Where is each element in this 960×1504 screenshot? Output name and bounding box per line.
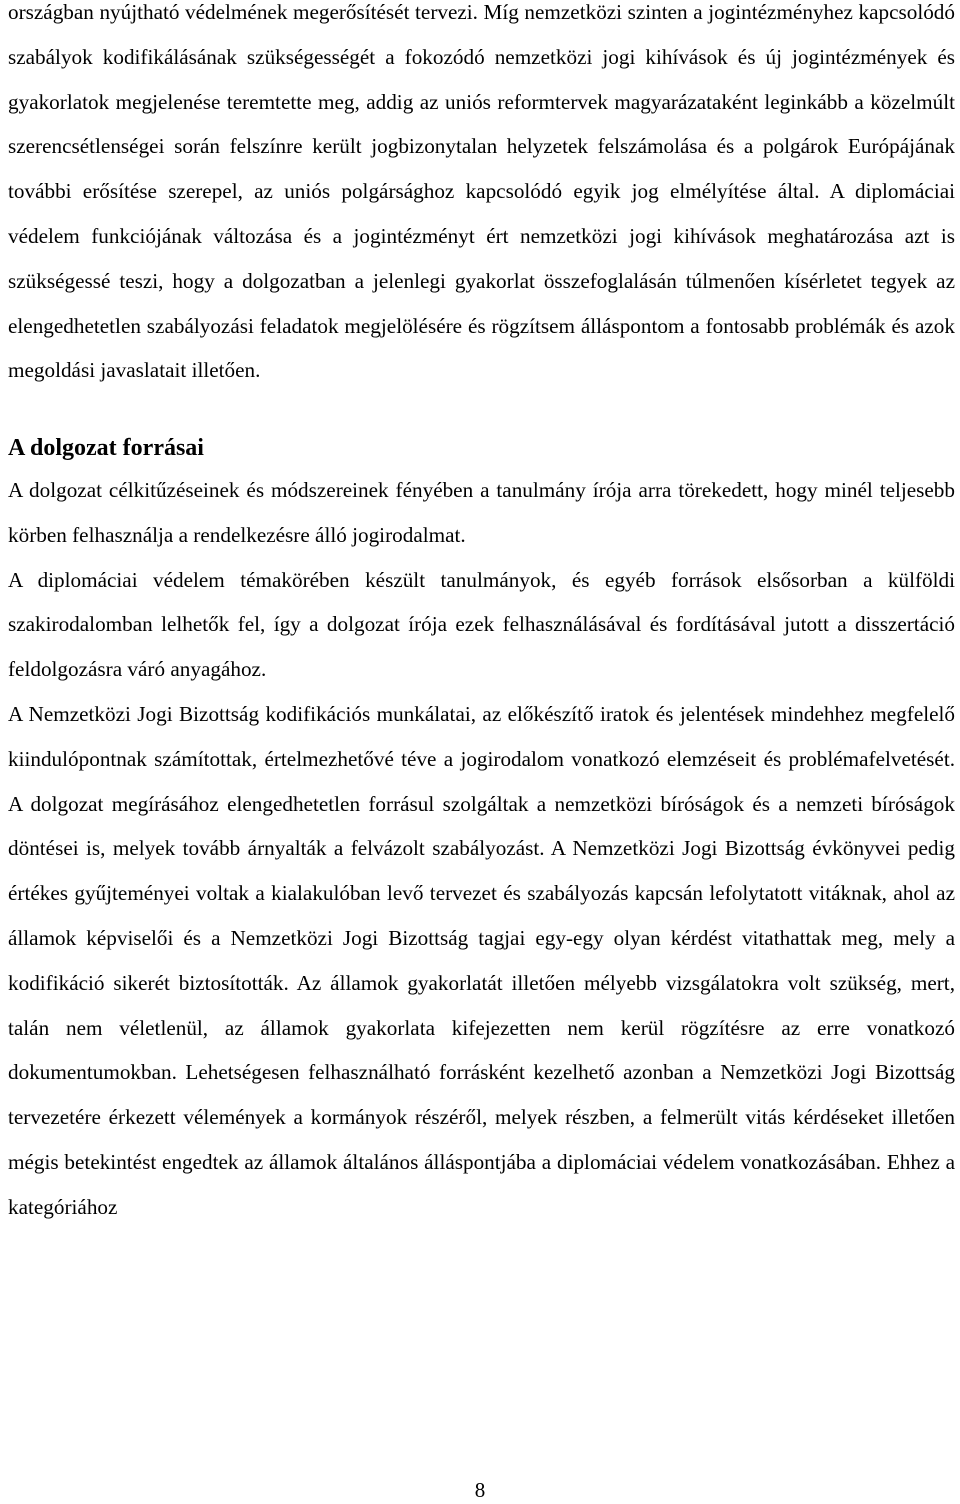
body-paragraph: A diplomáciai védelem témakörében készült tanulmányok, és egyéb források elsősorban a külföldi szakirodalomban lelhetők fel, így a dolgozat írója ezek felhasználásával és fordításával jutott a disszertáció feldolgozásra váró anyagához. — [8, 567, 955, 682]
body-paragraph: országban nyújtható védelmének megerősítését tervezi. Míg nemzetközi szinten a jogintézményhez kapcsolódó szabályok kodifikálásának szükségességét a fokozódó nemzetközi jogi kihívások és új jogintézmények és gyakorlatok megjelenése teremtette meg, addig az uniós reformtervek magyarázataként leginkább a közelmúlt szerencsétlenségei során felszínre került jogbizonytalan helyzetek felszámolása és a polgárok Európájának további erősítése szerepel, az uniós polgársághoz kapcsolódó egyik jog elmélyítése által. A diplomáciai védelem funkciójának változása és a jogintézményt ért nemzetközi jogi kihívások meghatározása azt is szükségessé teszi, hogy a dolgozatban a jelenlegi gyakorlat összefoglalásán túlmenően kísérletet tegyek az elengedhetetlen szabályozási feladatok megjelölésére és rögzítsem álláspontom a fontosabb problémák és azok megoldási javaslatait illetően. — [8, 0, 955, 383]
page-number: 8 — [474, 1478, 486, 1502]
body-paragraph: A Nemzetközi Jogi Bizottság kodifikációs munkálatai, az előkészítő iratok és jelentések mindehhez megfelelő kiindulópontnak számítottak, értelmezhetővé téve a jogirodalom vonatkozó elemzéseit és problémafelvetését. A dolgozat megírásához elengedhetetlen forrásul szolgáltak a nemzetközi bíróságok és a nemzeti bíróságok döntései is, melyek tovább árnyalták a felvázolt szabályozást. A Nemzetközi Jogi Bizottság évkönyvei pedig értékes gyűjteményei voltak a kialakulóban levő tervezet és szabályozás kapcsán lefolytatott vitáknak, ahol az államok képviselői és a Nemzetközi Jogi Bizottság tagjai egy-egy olyan kérdést vitathattak meg, mely a kodifikáció sikerét biztosították. Az államok gyakorlatát illetően mélyebb vizsgálatokra volt szükség, mert, talán nem véletlenül, az államok gyakorlata kifejezetten nem kerül rögzítésre az erre vonatkozó dokumentumokban. Lehetségesen felhasználható forrásként kezelhető azonban a Nemzetközi Jogi Bizottság tervezetére érkezett vélemények a kormányok részéről, melyek részben, a felmerült vitás kérdéseket illetően mégis betekintést engedtek az államok általános álláspontjába a diplomáciai védelem vonatkozásában. Ehhez a kategóriához — [8, 701, 955, 1219]
body-paragraph: A dolgozat célkitűzéseinek és módszereinek fényében a tanulmány írója arra törekedett, hogy minél teljesebb körben felhasználja a rendelkezésre álló jogirodalmat. — [8, 477, 955, 547]
section-heading: A dolgozat forrásai — [8, 435, 204, 462]
document-page — [8, 0, 955, 1230]
